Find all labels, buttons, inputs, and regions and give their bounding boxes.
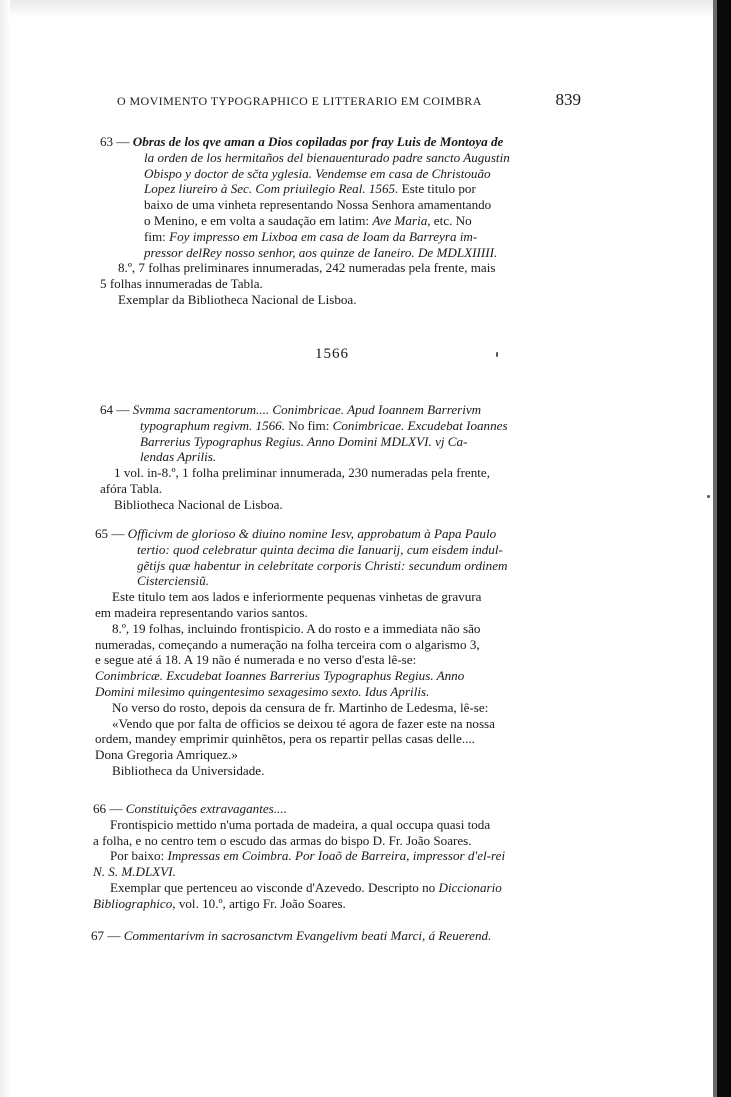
entry-63-line-4: [100, 181, 510, 197]
entry-65: [95, 526, 507, 779]
description-text: Este titulo por: [398, 181, 476, 197]
entry-65-line-2: tertio: quod celebratur quinta decima die Ianuarij, cum eisdem indul-: [137, 541, 503, 557]
title-italic: typographum regivm. 1566.: [140, 417, 285, 433]
entry-63-line-9: 8.º, 7 folhas preliminares innumeradas, 242 numeradas pela frente, mais: [118, 260, 496, 276]
entry-66-line-1: [93, 801, 505, 817]
description-text: fim:: [144, 228, 170, 244]
entry-64-line-6: afóra Tabla.: [100, 480, 163, 496]
entry-65-line-1: [95, 526, 507, 542]
entry-64-line-5: 1 vol. in-8.º, 1 folha preliminar innumerada, 230 numeradas pela frente,: [114, 465, 491, 481]
entry-63-line-7: [100, 229, 510, 245]
description-text: Por baixo:: [110, 848, 168, 864]
entry-65-line-15: Dona Gregoria Amriquez.»: [95, 747, 238, 763]
description-text: o Menino, e em volta a saudação em latim:: [144, 212, 373, 228]
scan-left-edge: [0, 0, 10, 1097]
entry-65-line-14: ordem, mandey emprimir quinhẽtos, pera os repartir pellas casas delle....: [95, 731, 475, 747]
entry-66-line-3: a folha, e no centro tem o escudo das armas do bispo D. Fr. João Soares.: [93, 832, 472, 848]
entry-title: Constituições extravagantes....: [125, 801, 287, 816]
entry-63-line-5: baixo de uma vinheta representando Nossa Senhora amamentando: [144, 197, 492, 213]
entry-number: 64 —: [100, 402, 133, 417]
entry-65-line-9: e segue até á 18. A 19 não é numerada e no verso d'esta lê-se:: [95, 652, 417, 668]
entry-66-line-5: N. S. M.DLXVI.: [93, 864, 176, 880]
entry-65-line-16: Bibliotheca da Universidade.: [112, 762, 265, 778]
entry-64-line-3: Barrerius Typographus Regius. Anno Domini MDLXVI. vj Ca-: [140, 433, 468, 449]
description-text: Exemplar que pertenceu ao visconde d'Azevedo. Descripto no: [110, 879, 439, 895]
entry-63-line-6: [100, 213, 510, 229]
page-number: 839: [555, 90, 581, 109]
colophon-italic: Impressas em Coimbra. Por Ioaõ de Barreira, impressor d'el-rei: [167, 848, 506, 864]
scan-speck: [707, 495, 710, 498]
colophon-italic: Foy impresso em Lixboa em casa de Ioam da Barreyra im-: [169, 228, 478, 244]
imprint-italic: Lopez liureiro à Sec. Com priuilegio Real. 1565.: [144, 181, 399, 197]
scan-speck: [496, 352, 498, 357]
entry-67-line-1: [91, 928, 491, 944]
entry-66-line-2: Frontispicio mettido n'uma portada de madeira, a qual occupa quasi toda: [110, 816, 491, 832]
scan-right-border: [717, 0, 731, 1097]
entry-65-line-8: numeradas, começando a numeração na folha terceira com o algarismo 3,: [95, 636, 480, 652]
entry-66-line-4: [93, 848, 505, 864]
entry-63-line-11: Exemplar da Bibliotheca Nacional de Lisboa.: [118, 291, 357, 307]
entry-63-line-1: [100, 134, 510, 150]
entry-64-line-2: [100, 418, 508, 434]
reference-title: Diccionario: [438, 879, 502, 895]
entry-65-line-6: em madeira representando varios santos.: [95, 604, 308, 620]
entry-65-line-12: No verso do rosto, depois da censura de fr. Martinho de Ledesma, lê-se:: [112, 699, 489, 715]
description-text: etc. No: [430, 212, 472, 228]
entry-63-line-2: la orden de los hermitaños del bienauenturado padre sancto Augustin: [144, 149, 510, 165]
description-text: vol. 10.º, artigo Fr. João Soares.: [175, 895, 346, 911]
entry-64: [100, 402, 508, 513]
entry-63-line-10: 5 folhas innumeradas de Tabla.: [100, 276, 263, 292]
entry-number: 66 —: [93, 801, 126, 816]
running-title: O MOVIMENTO TYPOGRAPHICO E LITTERARIO EM COIMBRA: [117, 94, 482, 108]
entry-number: 63 —: [100, 134, 133, 149]
entry-number: 65 —: [95, 526, 128, 541]
colophon-italic: Conimbricae. Excudebat Ioannes: [332, 417, 508, 433]
entry-65-line-7: 8.º, 19 folhas, incluindo frontispicio. A do rosto e a immediata não são: [112, 620, 481, 636]
entry-title: Officivm de glorioso & diuino nomine Iesv, approbatum à Papa Paulo: [127, 526, 497, 541]
year-heading: 1566: [315, 346, 349, 362]
entry-65-line-11: Domini milesimo quingentesimo sexagesimo sexto. Idus Aprilis.: [95, 683, 430, 699]
entry-title: Commentarivm in sacrosanctvm Evangelivm beati Marci, á Reuerend.: [123, 928, 492, 943]
entry-67: [91, 928, 491, 944]
entry-65-line-3: gẽtijs quæ habentur in celebritate corporis Christi: secundum ordinem: [137, 557, 508, 573]
entry-66-line-7: [93, 896, 505, 912]
entry-64-line-7: Bibliotheca Nacional de Lisboa.: [114, 496, 283, 512]
description-text: No fim:: [284, 417, 333, 433]
entry-title: Obras de los qve aman a Dios copiladas por fray Luis de Montoya de: [132, 134, 504, 149]
page-header: [117, 90, 581, 112]
entry-66: [93, 801, 505, 912]
reference-title: Bibliographico,: [93, 895, 176, 911]
latin-phrase: Ave Maria,: [372, 212, 431, 228]
entry-65-line-4: Cisterciensiũ.: [137, 573, 209, 589]
entry-63: [100, 134, 510, 308]
entry-65-line-10: Conimbricæ. Excudebat Ioannes Barrerius Typographus Regius. Anno: [95, 668, 465, 684]
entry-66-line-6: [93, 880, 505, 896]
entry-65-line-13: «Vendo que por falta de officios se deixou té agora de fazer este na nossa: [112, 715, 495, 731]
entry-64-line-4: lendas Aprilis.: [140, 449, 217, 465]
entry-number: 67 —: [91, 928, 124, 943]
scan-top-edge: [0, 0, 731, 18]
entry-64-line-1: [100, 402, 508, 418]
entry-63-line-8: pressor delRey nosso senhor, aos quinze de Ianeiro. De MDLXIIIII.: [144, 244, 498, 260]
entry-63-line-3: Obispo y doctor de sčta yglesia. Vendemse em casa de Christouão: [144, 165, 491, 181]
entry-65-line-5: Este titulo tem aos lados e inferiormente pequenas vinhetas de gravura: [112, 589, 482, 605]
entry-title: Svmma sacramentorum.... Conimbricae. Apud Ioannem Barrerivm: [132, 402, 482, 417]
